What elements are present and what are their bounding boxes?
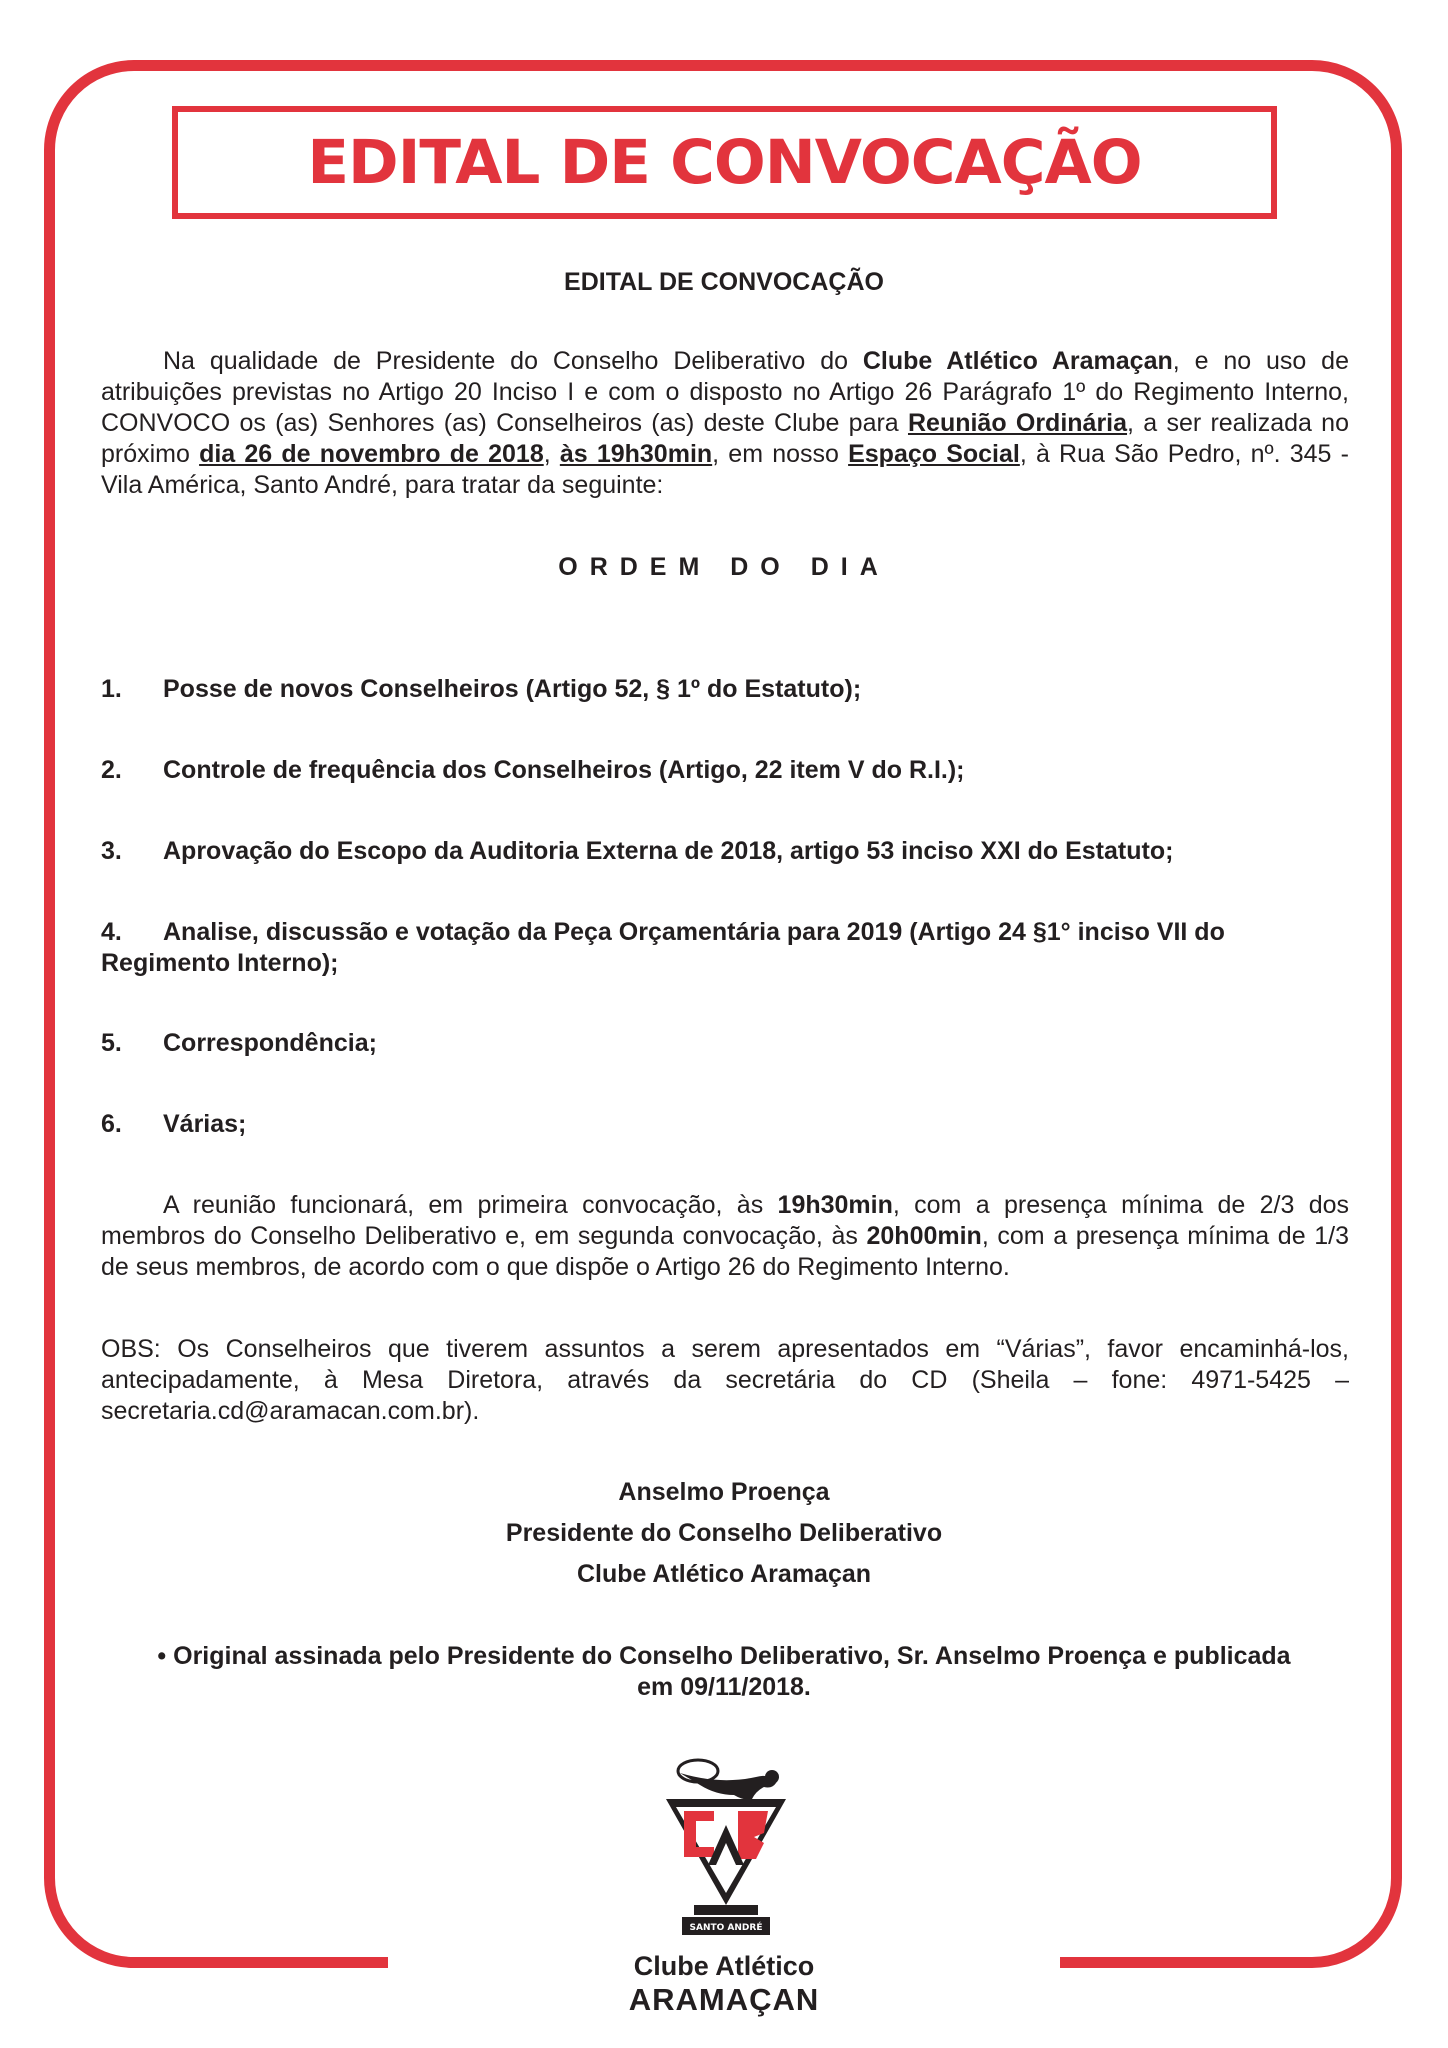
signature-role: Presidente do Conselho Deliberativo [505, 1519, 943, 1547]
meeting-date: dia 26 de novembro de 2018 [199, 440, 544, 468]
second-call-time: 20h00min [866, 1222, 982, 1250]
closing-paragraph [101, 1190, 1349, 1283]
first-call-time: 19h30min [777, 1191, 893, 1219]
footer-line2: ARAMAÇAN [628, 1982, 820, 2017]
agenda-item-number: 4. [101, 918, 122, 946]
agenda-item-text: Controle de frequência dos Conselheiros (Artigo, 22 item V do R.I.); [163, 756, 965, 784]
intro-text-2: , e no uso de atribuições previstas no Artigo 20 Inciso I e com o disposto no Artigo 26 Parágrafo 1º do Regimento Interno, CONVOCO os (as) Senhores (as) Conselheiros (as) deste Clube para [101, 347, 1349, 437]
agenda-item-text: Várias; [163, 1110, 247, 1138]
closing-text-2: , com a presença mínima de 2/3 dos membros do Conselho Deliberativo e, em segunda convocação, às [101, 1191, 1349, 1250]
athlete-head [765, 1770, 779, 1784]
logo-pedestal [694, 1905, 758, 1915]
intro-paragraph [101, 346, 1349, 501]
agenda-item [101, 1109, 1346, 1140]
closing-text-1: A reunião funcionará, em primeira convocação, às [163, 1191, 778, 1219]
intro-text-4: , [543, 440, 560, 468]
agenda-item-number: 2. [101, 756, 122, 784]
closing-text-3: , com a presença mínima de 1/3 de seus membros, de acordo com o que dispõe o Artigo 26 do Regimento Interno. [101, 1222, 1349, 1281]
intro-text-3: , a ser realizada no próximo [101, 409, 1349, 468]
signature-club: Clube Atlético Aramaçan [576, 1560, 872, 1588]
page-title: EDITAL DE CONVOCAÇÃO [307, 127, 1142, 198]
agenda-item-text: Aprovação do Escopo da Auditoria Externa de 2018, artigo 53 inciso XXI do Estatuto; [163, 837, 1174, 865]
intro-text-1: Na qualidade de Presidente do Conselho Deliberativo do [163, 347, 863, 375]
publication-note: • Original assinada pelo Presidente do Conselho Deliberativo, Sr. Anselmo Proença e publicada em 09/11/2018. [157, 1642, 1291, 1701]
signature-name: Anselmo Proença [618, 1478, 830, 1506]
meeting-place: Espaço Social [848, 440, 1020, 468]
agenda-item-text: Posse de novos Conselheiros (Artigo 52, § 1º do Estatuto); [163, 675, 862, 703]
agenda-item-text: Correspondência; [163, 1029, 377, 1057]
logo-badge-text: SANTO ANDRÉ [689, 1923, 763, 1933]
agenda-item-number: 1. [101, 675, 122, 703]
agenda-heading: ORDEM DO DIA [558, 553, 890, 581]
intro-text-5: , em nosso [712, 440, 849, 468]
agenda-item [101, 917, 1346, 979]
meeting-type: Reunião Ordinária [907, 409, 1128, 437]
document-subtitle: EDITAL DE CONVOCAÇÃO [564, 268, 884, 296]
agenda-item-text: Analise, discussão e votação da Peça Orçamentária para 2019 (Artigo 24 §1° inciso VII do Regimento Interno); [101, 918, 1225, 977]
agenda-item-number: 3. [101, 837, 122, 865]
intro-club-name: Clube Atlético Aramaçan [862, 347, 1173, 375]
meeting-time: às 19h30min [559, 440, 713, 468]
footer-club-name [0, 1950, 1448, 2016]
agenda-item-number: 6. [101, 1110, 122, 1138]
footer-line1: Clube Atlético [633, 1951, 815, 1981]
athlete-shape [680, 1773, 776, 1800]
agenda-item [101, 674, 1346, 705]
agenda-item-number: 5. [101, 1029, 122, 1057]
agenda-item [101, 755, 1346, 786]
intro-text-6: , à Rua São Pedro, nº. 345 - Vila América, Santo André, para tratar da seguinte: [101, 440, 1349, 499]
agenda-item [101, 1028, 1346, 1059]
club-logo [660, 1755, 792, 1945]
obs-paragraph: OBS: Os Conselheiros que tiverem assuntos a serem apresentados em “Várias”, favor encaminhá-los, antecipadamente, à Mesa Diretora, através da secretária do CD (Sheila – fone: 4971-5425 – secretaria.cd@aramacan.com.br). [101, 1335, 1349, 1425]
agenda-item [101, 836, 1346, 867]
title-banner [172, 106, 1277, 219]
